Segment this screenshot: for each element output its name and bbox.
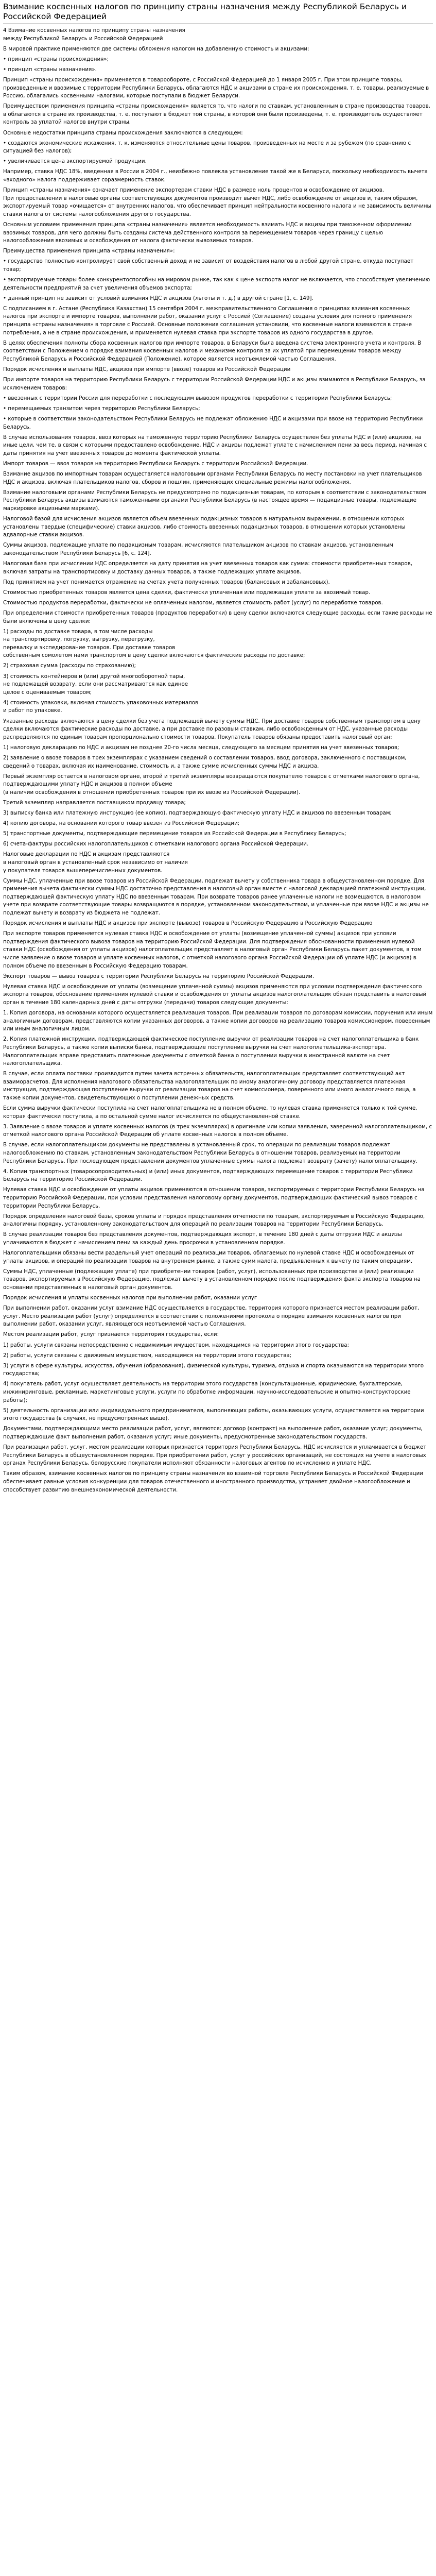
paragraph: 4) копию договора, на основании которого товар ввезен из Российской Федерации;	[3, 820, 240, 827]
paragraph: 5) деятельность организации или индивидуального предпринимателя, выполняющих работы, оказывающих услуги, осуществляется на территории этого государства (в случаях, не предусмотренных выше).	[3, 1407, 424, 1422]
paragraph: 4) стоимость упаковки, включая стоимость упаковочных материалов и работ по упаковке.	[3, 699, 199, 714]
paragraph: Нулевая ставка НДС и освобождение от уплаты (возмещение уплаченной суммы) акцизов применяются при условии подтверждения фактического экспорта товаров, обоснование применения нулевой ставки и освобождения от уплаты акцизов налогоплательщик обязан представить в налоговый орган в течение 180 календарных дней с даты отгрузки (передачи) товаров следующие документы:	[3, 983, 427, 1006]
paragraph: Порядок исчисления и уплаты косвенных налогов при выполнении работ, оказании услуг	[3, 1295, 257, 1301]
paragraph: Указанные расходы включаются в цену сделки без учета подлежащей вычету суммы НДС. При доставке товаров собственным транспортом в цену сделки включаются фактические расходы по доставке, а при доставке по разовым ставкам, либо освобожденным от НДС, указанные расходы распределяются по единым товарам пропорционально стоимости товаров. Покупатель товаров обязаны предоставить налоговый орган:	[3, 718, 421, 740]
paragraph: • ввезенных с территории России для переработки с последующим вывозом продуктов переработки с территории Республики Беларусь;	[3, 395, 392, 401]
paragraph: Порядок исчисления и выплаты НДС, акцизов при импорте (ввозе) товаров из Российской Федерации	[3, 366, 291, 372]
paragraph: При реализации работ, услуг, местом реализации которых признается территория Республики Беларусь, НДС исчисляется и уплачивается в бюджет Республики Беларусь в общеустановленном порядке. При приобретении работ, услуг у российских организаций, не состоящих на учете в налоговых органах Республики Беларусь, белорусские покупатели исполняют обязанности налоговых агентов по исчислению и уплате НДС.	[3, 1444, 427, 1467]
paragraph: • перемещаемых транзитом через территорию Республики Беларусь;	[3, 405, 200, 412]
paragraph: Суммы акцизов, подлежащие уплате по подакцизным товарам, исчисляются плательщиком акцизов по ставкам акцизов, установленным законодательством Республики Беларусь [6, с. 124].	[3, 542, 393, 556]
paragraph: • увеличивается цена экспортируемой продукции.	[3, 158, 147, 165]
paragraph: Принцип «страны назначения» означает применение экспортерам ставки НДС в размере ноль процентов и освобождение от акцизов. При предоставлении в налоговые органы соответствующих документов производит вычет НДС, либо освобождение от акцизов и, таким образом, экспортируемый товар «очищается» от внутренних налогов, что обеспечивает принцип нейтральности косвенного налога и не зависимость величины ставки налога от системы налогообложения другого государства.	[3, 187, 431, 217]
paragraph: Взимание акцизов по импортным товарам осуществляется налоговыми органами Республики Беларусь по месту постановки на учет плательщиков НДС и акцизов, включая плательщиков налогов, сборов и пошлин, применяющих специальные режимы налогообложения.	[3, 471, 422, 485]
paragraph: Налогоплательщики обязаны вести раздельный учет операций по реализации товаров, облагаемых по нулевой ставке НДС и освобождаемых от уплаты акцизов, и операций по реализации товаров на внутреннем рынке, а также сумм налога, предъявленных к вычету по таким операциям.	[3, 1250, 414, 1264]
paragraph: 6) счета-фактуры российских налогоплательщиков с отметками налогового органа Российской Федерации.	[3, 841, 309, 848]
paragraph: 1) налоговую декларацию по НДС и акцизам не позднее 20-го числа месяца, следующего за месяцем принятия на учет ввезенных товаров;	[3, 744, 399, 751]
paragraph: Принцип «страны происхождения» применяется в товарообороте, с Российской Федерацией до 1 января 2005 г. При этом принципе товары, произведенные и ввозимые с территории Республики Беларусь, облагаются НДС и акцизами в стране их происхождения, т. е. товары, реализуемые в Россию, облагались косвенными налогами, которые поступали в бюджет Беларуси.	[3, 76, 429, 99]
paragraph: В мировой практике применяются две системы обложения налогом на добавленную стоимость и акцизами:	[3, 45, 309, 52]
paragraph: 2. Копия платежной инструкции, подтверждающей фактическое поступление выручки от реализации товаров на счет налогоплательщика в банк Республики Беларусь, а также копии выписки банка, подтверждающие поступление выручки на счет налогоплательщика-экспортера. Налогоплательщик вправе представить платежные документы с отметкой банка о поступлении выручки в иностранной валюте на счет налогоплательщика.	[3, 1036, 419, 1067]
paragraph: С подписанием в г. Астане (Республика Казахстан) 15 сентября 2004 г. межправительственного Соглашения о принципах взимания косвенных налогов при экспорте и импорте товаров, выполнении работ, оказании услуг с Россией (Соглашение) создана условия для полного применения принципа «страны назначения» в торговле с Россией. Основные положения соглашения установили, что косвенные налоги взимаются в стране потребления, а не в стране происхождения, и применяется нулевая ставка при экспорте товаров из одного государства в другое.	[3, 305, 412, 336]
paragraph: Стоимостью продуктов переработки, фактически не оплаченных налогом, является стоимость работ (услуг) по переработке товаров.	[3, 599, 383, 606]
paragraph: Экспорт товаров — вывоз товаров с территории Республики Беларусь на территорию Российской Федерации.	[3, 973, 315, 979]
paragraph: 3) услуги в сфере культуры, искусства, обучения (образования), физической культуры, туризма, отдыха и спорта оказываются на территории этого государства;	[3, 1362, 424, 1377]
paragraph: 3. Заявление о ввозе товаров и уплате косвенных налогов (в трех экземплярах) в оригинале или копии заявления, заверенной налогоплательщиком, с отметкой налогового органа Российской Федерации об уплате косвенных налогов в полном объеме.	[3, 1123, 432, 1138]
paragraph: Первый экземпляр остается в налоговом органе, второй и третий экземпляры возвращаются покупателю товаров с отметками налогового органа, подтверждающими уплату НДС и акцизов в полном объеме (в наличии освобождения в отношении приобретенных товаров при их ввозе из Российской Федерации).	[3, 773, 420, 795]
paragraph: В случае использования товаров, ввоз которых на таможенную территорию Республики Беларусь осуществлен без уплаты НДС и (или) акцизов, на иные цели, чем те, в связи с которыми предоставлено освобождение, НДС и акцизы подлежат уплате с начислением пени за весь период, начиная с даты принятия на учет ввезенных товаров до момента фактической уплаты.	[3, 434, 427, 456]
paragraph: При экспорте товаров применяется нулевая ставка НДС и освобождение от уплаты (возмещение уплаченной суммы) акцизов при условии подтверждения фактического вывоза товаров на территорию Российской Федерации. Для подтверждения обоснованности применения нулевой ставки НДС (освобождения от уплаты акцизов) налогоплательщик представляет в налоговый орган Республики Беларусь пакет документов, в том числе заявление о ввозе товаров и уплате косвенных налогов, с отметкой налогового органа Российской Федерации об уплате НДС (и акцизов) в полном объеме по ввезенным в Российскую Федерацию товарам.	[3, 930, 422, 969]
paragraph: Под принятием на учет понимается отражение на счетах учета полученных товаров (балансовых и забалансовых).	[3, 579, 330, 585]
paragraph: Третий экземпляр направляется поставщиком продавцу товара;	[3, 799, 186, 806]
paragraph: В целях обеспечения полноты сбора косвенных налогов при импорте товаров, в Беларуси была введена система электронного учета и контроля. В соответствии с Положением о порядке взимания косвенных налогов и механизме контроля за их уплатой при перемещении товаров между Республикой Беларусь и Российской Федерацией (Положение), которое является неотъемлемой частью Соглашения.	[3, 340, 422, 362]
paragraph: Например, ставка НДС 18%, введенная в России в 2004 г., неизбежно повлекла установление такой же в Беларуси, поскольку необходимость вычета «входного» налога поддерживает соразмерность ставок.	[3, 168, 428, 183]
paragraph: Местом реализации работ, услуг признается территория государства, если:	[3, 1331, 219, 1338]
paragraph: • государство полностью контролирует свой собственный доход и не зависит от воздействия налогов в любой другой стране, откуда поступает товар;	[3, 258, 414, 273]
paragraph: • принцип «страны назначения».	[3, 66, 97, 73]
paragraph: В случае реализации товаров без представления документов, подтверждающих экспорт, в течение 180 дней с даты отгрузки НДС и акцизы уплачиваются в бюджет с начислением пени за каждый день просрочки в установленном порядке.	[3, 1231, 402, 1246]
paragraph: При определении стоимости приобретенных товаров (продуктов переработки) в цену сделки включаются следующие расходы, если такие расходы не были включены в цену сделки:	[3, 609, 432, 624]
paragraph: Таким образом, взимание косвенных налогов по принципу страны назначения во взаимной торговле Республики Беларусь и Российской Федерации обеспечивает равные условия конкуренции для товаров отечественного и иностранного производства, устраняет двойное налогообложение и способствует развитию внешнеэкономической деятельности.	[3, 1470, 424, 1493]
paragraph: Нулевая ставка НДС и освобождение от уплаты акцизов применяются в отношении товаров, экспортируемых с территории Республики Беларусь на территорию Российской Федерации, при условии представления налоговому органу документов, подтверждающих фактический вывоз товаров с территории Республики Беларусь.	[3, 1187, 425, 1209]
paragraph: 3) выписку банка или платежную инструкцию (ее копию), подтверждающую фактическую уплату НДС и акцизов по ввезенным товарам;	[3, 809, 392, 816]
paragraph: 4 Взимание косвенных налогов по принципу страны назначения между Республикой Беларусь и Российской Федерацией	[3, 27, 185, 42]
paragraph: • экспортируемые товары более конкурентоспособны на мировом рынке, так как к цене экспорта налог не включается, что способствует увеличению деятельности предприятий за счет увеличения объемов экспорта;	[3, 277, 430, 291]
paragraph: Суммы НДС, уплаченные (подлежащие уплате) при приобретении товаров (работ, услуг), использованных при производстве и (или) реализации товаров, экспортируемых в Российскую Федерацию, подлежат вычету в установленном порядке после подтверждения факта экспорта товаров на основании представленных в налоговый орган документов.	[3, 1268, 421, 1291]
paragraph: Налоговые декларации по НДС и акцизам представляются в налоговый орган в установленный срок независимо от наличия у покупателя товаров вышеперечисленных документов.	[3, 851, 188, 874]
paragraph: Налоговой базой для исчисления акцизов является объем ввезенных подакцизных товаров в натуральном выражении, в отношении которых установлены твердые (специфические) ставки акцизов, либо стоимость ввезенных подакцизных товаров, в отношении которых установлены адвалорные ставки акцизов.	[3, 515, 406, 538]
document-title: Взимание косвенных налогов по принципу страны назначения между Республикой Беларусь и Российской Федерацией	[3, 2, 433, 24]
paragraph: • данный принцип не зависит от условий взимания НДС и акцизов (льготы и т. д.) в другой стране [1, с. 149].	[3, 295, 313, 301]
paragraph: 1. Копия договора, на основании которого осуществляется реализация товаров. При реализации товаров по договорам комиссии, поручения или иным аналогичным договорам, представляются копии указанных договоров, а также копии договоров на реализацию товаров комиссионером, поверенным или иным аналогичным лицом.	[3, 1010, 433, 1032]
paragraph: 2) работы, услуги связаны с движимым имуществом, находящимся на территории этого государства;	[3, 1352, 292, 1359]
paragraph: Преимущества применения принципа «страны назначения»:	[3, 248, 175, 255]
paragraph: Взимание налоговыми органами Республики Беларусь не предусмотрено по подакцизным товарам, по которым в соответствии с законодательством Республики Беларусь акцизы взимаются таможенными органами Республики Беларусь (в настоящее время — подакцизные товары, подлежащие маркировке акцизными марками).	[3, 489, 426, 512]
document-body	[3, 27, 433, 1494]
paragraph: 1) расходы по доставке товара, в том числе расходы на транспортировку, погрузку, выгрузку, перегрузку, перевалку и экспедирование товаров. При доставке товаров собственным сомолетом нами транспортом в цену сделки включаются фактические расходы по доставке;	[3, 628, 305, 659]
paragraph: Если сумма выручки фактически поступила на счет налогоплательщика не в полном объеме, то нулевая ставка применяется только к той сумме, которая фактически поступила, а по остальной сумме налог исчисляется по общеустановленной ставке.	[3, 1105, 417, 1120]
paragraph: Импорт товаров — ввоз товаров на территорию Республики Беларусь с территории Российской Федерации.	[3, 460, 308, 467]
paragraph: Основные недостатки принципа страны происхождения заключаются в следующем:	[3, 129, 243, 136]
paragraph: Преимуществом применения принципа «страны происхождения» является то, что налоги по ставкам, установленным в стране производства товаров, в облагаются в стране их производства, т. е. поступают в бюджет той страны, в которой они были произведены, т. е. производитель осуществляет контроль за уплатой налогов внутри страны.	[3, 103, 430, 126]
paragraph: Документами, подтверждающими место реализации работ, услуг, являются: договор (контракт) на выполнение работ, оказание услуг; документы, подтверждающие факт выполнения работ, оказания услуг; иные документы, предусмотренные законодательством государств.	[3, 1426, 423, 1440]
paragraph: • принцип «страны происхождения»;	[3, 56, 109, 62]
paragraph: 2) заявление о ввозе товаров в трех экземплярах с указанием сведений о составлении товаров, ввод договора, заключенного с поставщиком, сведений о товарах, включая их наименование, стоимость и, а также сумме исчисленных суммы НДС и акциза.	[3, 754, 407, 769]
paragraph: 4. Копии транспортных (товаросопроводительных) и (или) иных документов, подтверждающих перемещение товаров с территории Республики Беларусь на территорию Российской Федерации.	[3, 1168, 413, 1183]
paragraph: 3) стоимость контейнеров и (или) другой многооборотной тары, не подлежащей возврату, если они рассматриваются как единое целое с оцениваемым товаром;	[3, 673, 188, 696]
paragraph: 5) транспортные документы, подтверждающие перемещение товаров из Российской Федерации в Республику Беларусь;	[3, 831, 346, 837]
paragraph: В случае, если налогоплательщиком документы не представлены в установленный срок, то операции по реализации товаров подлежат налогообложению по ставкам, установленным законодательством Республики Беларусь в отношении товаров, реализуемых на территории Республики Беларусь. При последующем представлении документов уплаченные суммы налога подлежат возврату (зачету) налогоплательщику.	[3, 1142, 417, 1164]
paragraph: При выполнении работ, оказании услуг взимание НДС осуществляется в государстве, территория которого признается местом реализации работ, услуг. Место реализации работ (услуг) определяется в соответствии с положениями протокола о порядке взимания косвенных налогов при выполнении работ, оказании услуг, являющегося неотъемлемой частью Соглашения.	[3, 1305, 420, 1328]
paragraph: Порядок определения налоговой базы, сроков уплаты и порядок представления отчетности по товарам, экспортируемым в Российскую Федерацию, аналогичны порядку, установленному законодательством для операций по реализации товаров на территории Республики Беларусь.	[3, 1213, 425, 1228]
paragraph: • создаются экономические искажения, т. к. изменяются относительные цены товаров, произведенных на месте и за рубежом (по сравнению с ситуацией без налогов);	[3, 140, 411, 155]
paragraph: • которые в соответствии законодательством Республики Беларусь не подлежат обложению НДС и акцизами при ввозе на территорию Республики Беларусь.	[3, 415, 423, 430]
paragraph: 1) работы, услуги связаны непосредственно с недвижимым имуществом, находящимся на территории этого государства;	[3, 1342, 350, 1348]
paragraph: Стоимостью приобретенных товаров является цена сделки, фактически уплаченная или подлежащая уплате за ввозимый товар.	[3, 589, 371, 596]
paragraph: Налоговая база при исчислении НДС определяется на дату принятия на учет ввезенных товаров как сумма: стоимости приобретенных товаров, включая затраты на транспортировку и доставку данных товаров, а также подлежащих уплате акцизов.	[3, 560, 413, 575]
paragraph: 4) покупатель работ, услуг осуществляет деятельность на территории этого государства (консультационные, юридические, бухгалтерские, инжиниринговые, рекламные, маркетинговые услуги, услуги по обработке информации, научно-исследовательские и опытно-конструкторские работы);	[3, 1381, 411, 1403]
paragraph: Основным условием применения принципа «страны назначения» является необходимость взимать НДС и акцизы при таможенном оформлении ввозимых товаров, для чего должны быть созданы система действенного контроля за перемещением товаров через границу с целью налогообложения ввозимых и освобождения от налога фактически вывозимых товаров.	[3, 221, 412, 244]
paragraph: При импорте товаров на территорию Республики Беларусь с территории Российской Федерации НДС и акцизы взимаются в Республике Беларусь, за исключением товаров:	[3, 377, 426, 391]
paragraph: В случае, если оплата поставки производится путем зачета встречных обязательств, налогоплательщик представляет соответствующий акт взаиморасчетов. Для исполнения налогового обязательства налогоплательщик по иному аналогичному договору представляется платежная инструкция, подтверждающая поступление выручки от реализации товаров на счет комиссионера, поверенного или иного аналогичного лица, а также копии документов, свидетельствующих о поступлении денежных средств.	[3, 1071, 416, 1101]
paragraph: 2) страховая сумма (расходы по страхованию);	[3, 663, 136, 669]
paragraph: Порядок исчисления и выплаты НДС и акцизов при экспорте (вывозе) товаров в Российскую Федерацию в Российскую Федерацию	[3, 920, 373, 927]
paragraph: Суммы НДС, уплаченные при ввозе товаров из Российской Федерации, подлежат вычету у собственника товара в общеустановленном порядке. Для применения вычета фактически суммы НДС достаточно представления в налоговый орган вместе с налоговой декларацией платежной инструкции, подтверждающей фактическую уплату НДС по ввезенным товарам. При возврате товаров ранее уплаченные налоги не возмещаются, в налоговом учете при возврате соответствующие товары возвращаются в порядке, установленном законодательством, и уплаченные при ввозе НДС и акцизы не подлежат вычету и возврату из бюджета не подлежат.	[3, 877, 429, 916]
